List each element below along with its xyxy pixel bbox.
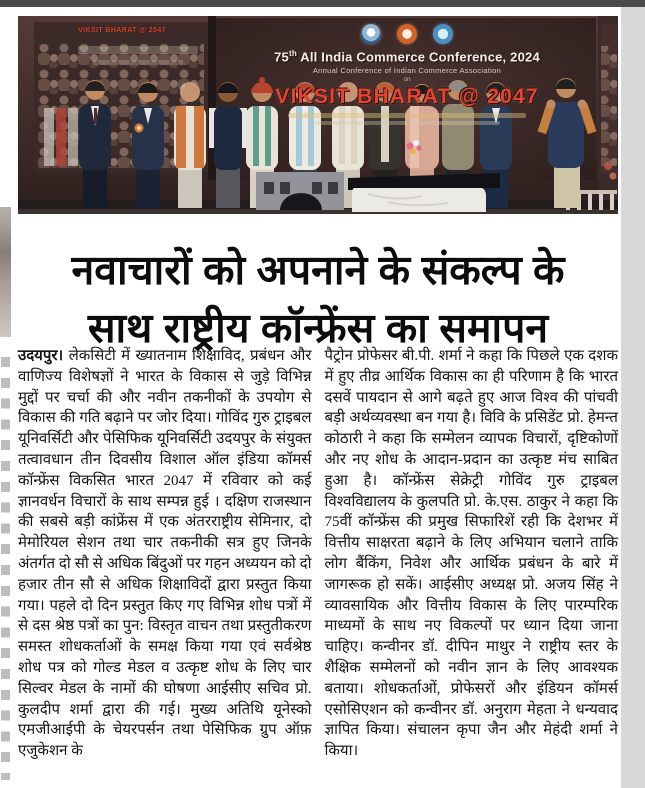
headline-line-2: साथ राष्ट्रीय कॉन्फ्रेंस का समापन <box>87 305 549 352</box>
covered-table <box>348 173 500 212</box>
adjacent-column-text-sliver <box>1 352 10 780</box>
right-display-screen <box>598 16 618 214</box>
university-seal-logo <box>361 24 381 44</box>
left-screen-title: VIKSIT BHARAT @ 2047 <box>78 27 166 34</box>
conference-emblem-logo <box>433 24 453 44</box>
article-headline <box>18 241 618 357</box>
article-column-left <box>18 346 312 762</box>
banner-theme-title: VIKSIT BHARAT @ 2047 <box>275 85 539 109</box>
right-page-margin <box>621 7 645 788</box>
banner-organizer-line <box>288 113 526 118</box>
column-left-text: लेकसिटी में ख्यातनाम शिक्षाविद, प्रबंधन और वाणिज्य विशेषज्ञों ने भारत के विकास से जुड़े विभिन्न मुद्दों पर चर्चा की और नवीन तकनीकों के उपयोग से विकास की गति बढ़ाने पर जोर दिया। गोविंद गुरु ट्राइबल यूनिवर्सिटी और पेसिफिक यूनिवर्सिटी उदयपुर के संयुक्त तत्वावधान तीन दिवसीय विशाल ऑल इंडिया कॉमर्स कॉन्फ्रेंस विकसित भारत 2047 में रविवार को कई ज्ञानवर्धन विचारों के साथ सम्पन्न हुई । दक्षिण राजस्थान की सबसे बड़ी कांफ्रेंस में एक अंतरराष्ट्रीय सेमिनार, दो मेमोरियल सेशन तथा चार तकनीकी सत्र हुए जिनके अंतर्गत दो सौ से अधिक बिंदुओं पर गहन अध्ययन को दो हजार तीन सौ से अधिक शिक्षाविदों द्वारा प्रस्तुत किया गया। पहले दो दिन प्रस्तुत किए गए विभिन्न शोध पत्रों में से दस श्रेष्ठ पत्रों का पुन: विस्तृत वाचन तथा प्रस्तुतीकरण समस्त शोधकर्ताओं के समक्ष किया गया एवं सर्वश्रेष्ठ शोध पत्र को गोल्ड मेडल व उत्कृष्ट शोध के लिए चार सिल्वर मेडल के नामों की घोषणा आईसीए सचिव प्रो. कुलदीप शर्मा द्वारा की गई। मुख्य अतिथि यूनेस्को एमजीआईपी के चेयरपर्सन तथा पेसिफिक ग्रुप ऑफ़ एजुकेशन के <box>18 348 312 760</box>
conference-banner <box>218 24 596 125</box>
stage-monitor-case <box>256 172 344 210</box>
commerce-association-emblem-logo <box>397 24 417 44</box>
headline-line-1: नवाचारों को अपनाने के संकल्प के <box>71 247 565 294</box>
article-column-right: पैट्रोन प्रोफेसर बी.पी. शर्मा ने कहा कि पिछले एक दशक में हुए तीव्र आर्थिक विकास का ही परिणाम है कि भारत दसवें पायदान से आगे बढ़ते हुए आज विश्व की पांचवी बड़ी अर्थव्यवस्था बन गया है। विवि के प्रसिडेंट प्रो. हेमन्त कोठारी ने कहा कि सम्मेलन व्यापक विचारों, दृष्टिकोणों और नए शोध के आदान-प्रदान का उत्कृष्ट मंच साबित हुआ है। कॉन्फ्रेंस सेक्रेट्री गोविंद गुरु ट्राइबल विश्वविद्यालय के कुलपति प्रो. के.एस. ठाकुर ने कहा कि 75वीं कॉन्फ्रेंस की प्रमुख सिफारिशें रही कि देशभर में वित्तीय साक्षरता बढ़ाने के लिए अभियान चलाने ताकि लोग बैंकिंग, निवेश और आर्थिक प्रबंधन के बारे में जागरूक हो सकें। आईसीए अध्यक्ष प्रो. अजय सिंह ने व्यावसायिक और वित्तीय विकास के लिए पारम्परिक माध्यमों के साथ नए विकल्पों पर ध्यान दिया जाना चाहिए। कन्वीनर डॉ. दीपिन माथुर ने राष्ट्रीय स्तर के शैक्षिक सम्मेलनों को नवीन ज्ञान के लिए आवश्यक बताया। शोधकर्ताओं, प्रोफेसरों और इंडियन कॉमर्स एसोसिएशन को कन्वीनर डॉ. अनुराग मेहता ने धन्यवाद ज्ञापित किया। संचालन कृपा जैन और मेहंदी शर्मा ने किया। <box>324 348 618 760</box>
banner-on: on <box>403 76 411 84</box>
banner-organizer-line <box>314 121 500 125</box>
banner-logos <box>218 24 596 44</box>
banner-subtitle: Annual Conference of Indian Commerce Association <box>312 66 502 76</box>
article-body <box>18 346 618 762</box>
dateline: उदयपुर। <box>18 348 64 364</box>
adjacent-column-photo-sliver <box>0 207 11 337</box>
banner-conference-name: 75th All India Commerce Conference, 2024 <box>274 49 540 65</box>
left-page-edge <box>0 7 14 788</box>
conference-photo <box>18 16 618 214</box>
top-border-bar <box>0 0 645 7</box>
